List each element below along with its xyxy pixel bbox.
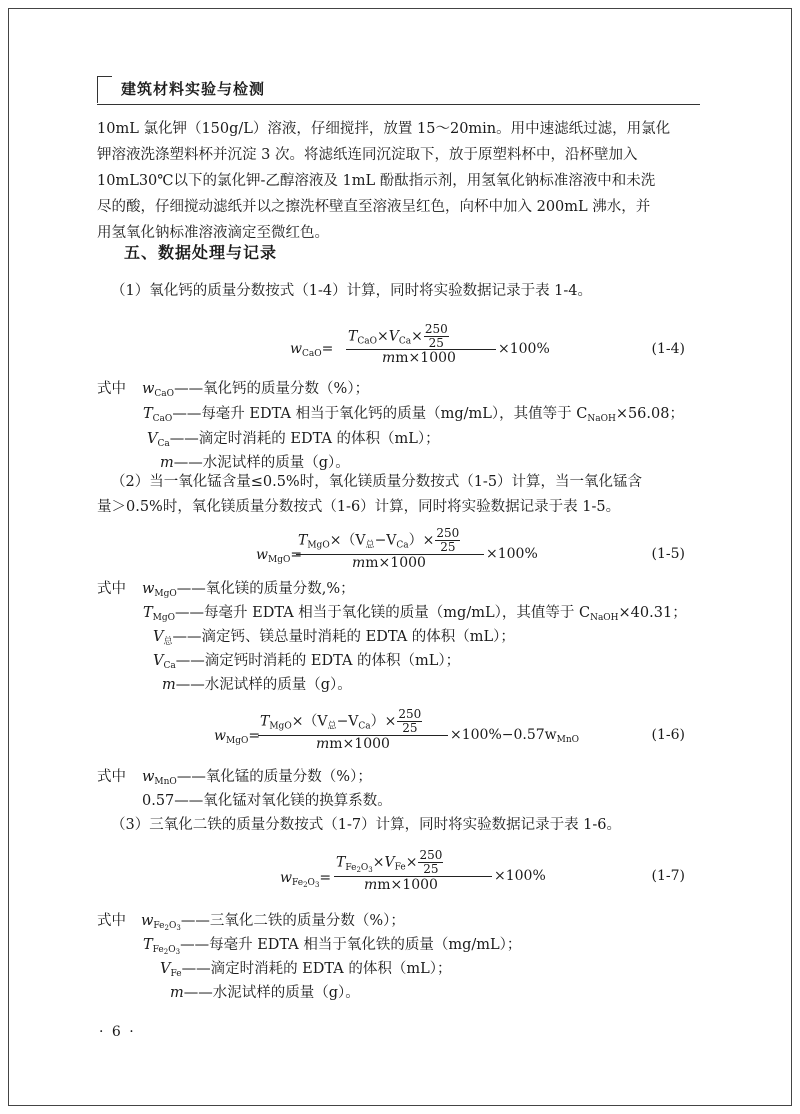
item-2-line: （2）当一氧化锰含量≤0.5%时，氧化镁质量分数按式（1-5）计算，当一氧化锰含: [111, 474, 643, 490]
section-heading: 五、数据处理与记录: [124, 243, 278, 262]
defs-lead: 式中: [97, 769, 126, 785]
def-line: $w_{Fe_2O_3}——$三氧化二铁的质量分数（%）；: [141, 913, 405, 932]
formula-denominator: mm×1000: [382, 350, 456, 366]
equation-number: (1-4): [651, 341, 685, 357]
formula-tail: ×100%: [494, 868, 546, 884]
def-line: $w_{MnO}——$氧化锰的质量分数（%）；: [142, 769, 372, 787]
def-line: 0.57——氧化锰对氧化镁的换算系数。: [142, 793, 392, 809]
formula-1-7: [280, 846, 700, 896]
intro-line: 钾溶液洗涤塑料杯并沉淀 3 次。将滤纸连同沉淀取下，放于原塑料杯中，沿杯壁加入: [97, 147, 638, 163]
def-line: $V_{Ca}——$滴定时消耗的 EDTA 的体积（mL）；: [147, 431, 440, 449]
formula-denominator: mm×1000: [352, 555, 426, 571]
formula-denominator: mm×1000: [316, 736, 390, 752]
formula-numerator: $T_{Fe_2O_3}\times V_{Fe}\times$ $\frac{250}{25}$: [336, 848, 443, 876]
def-line: $w_{MgO}——$氧化镁的质量分数,%；: [142, 581, 355, 599]
equation-number: (1-5): [651, 546, 685, 562]
formula-tail: ×100%: [498, 341, 550, 357]
item-3-text: （3）三氧化二铁的质量分数按式（1-7）计算，同时将实验数据记录于表 1-6。: [111, 817, 622, 833]
formula-1-5: [256, 525, 696, 575]
def-line: m——水泥试样的质量（g）。: [170, 985, 360, 1001]
def-line: $V_{Fe}——$滴定时消耗的 EDTA 的体积（mL）；: [160, 961, 452, 979]
intro-line: 用氢氧化钠标准溶液滴定至微红色。: [97, 225, 329, 241]
def-line: $w_{CaO}——$氧化钙的质量分数（%）；: [142, 381, 370, 399]
formula-lhs: $w_{Fe_2O_3}=$: [280, 870, 332, 889]
intro-line: 10mL 氯化钾（150g/L）溶液，仔细搅拌，放置 15～20min。用中速滤纸过滤，用氯化: [97, 121, 671, 137]
formula-numerator: $T_{CaO}\times V_{Ca}\times$ $\frac{250}{25}$: [348, 322, 448, 350]
formula-lhs: $w_{MgO}=$: [214, 728, 261, 746]
item-1-text: （1）氧化钙的质量分数按式（1-4）计算，同时将实验数据记录于表 1-4。: [111, 283, 593, 299]
formula-denominator: mm×1000: [364, 877, 438, 893]
formula-numerator: $T_{MgO}\times(V_总-V_{Ca})\times$ $\frac{250}{25}$: [260, 707, 422, 735]
equation-number: (1-7): [651, 868, 685, 884]
def-line: $T_{CaO}——$每毫升 EDTA 相当于氧化钙的质量（mg/mL），其值等于 $C_{NaOH}\times 56.08$；: [143, 406, 684, 424]
formula-tail: ×100%: [486, 546, 538, 562]
defs-lead: 式中: [97, 913, 126, 929]
item-2-line: 量＞0.5%时，氧化镁质量分数按式（1-6）计算，同时将实验数据记录于表 1-5。: [97, 499, 621, 515]
def-line: $V_总——$滴定钙、镁总量时消耗的 EDTA 的体积（mL）；: [153, 629, 515, 647]
page-number: · 6 ·: [99, 1024, 136, 1040]
formula-lhs: $w_{MgO}=$: [256, 547, 303, 565]
defs-lead: 式中: [97, 381, 126, 397]
running-header-title: 建筑材料实验与检测: [121, 80, 266, 98]
intro-paragraph: [97, 116, 700, 246]
formula-tail: $\times 100\%-0.57w_{MnO}$: [450, 727, 580, 745]
def-line: m——水泥试样的质量（g）。: [160, 455, 350, 471]
header-corner-mark: [97, 76, 112, 103]
def-line: $V_{Ca}——$滴定钙时消耗的 EDTA 的体积（mL）；: [153, 653, 461, 671]
formula-1-6: [214, 706, 694, 756]
formula-numerator: $T_{MgO}\times(V_总-V_{Ca})\times$ $\frac{250}{25}$: [298, 526, 460, 554]
header-rule: [97, 104, 700, 105]
formula-1-4: [290, 318, 710, 368]
def-line: m——水泥试样的质量（g）。: [162, 677, 352, 693]
intro-line: 10mL30℃以下的氯化钾-乙醇溶液及 1mL 酚酞指示剂，用氢氧化钠标准溶液中和未洗: [97, 173, 656, 189]
formula-lhs: $w_{CaO}=$: [290, 341, 334, 359]
intro-line: 尽的酸，仔细搅动滤纸并以之擦洗杯壁直至溶液呈红色，向杯中加入 200mL 沸水，并: [97, 199, 651, 215]
defs-lead: 式中: [97, 581, 126, 597]
def-line: $T_{MgO}——$每毫升 EDTA 相当于氧化镁的质量（mg/mL），其值等于 $C_{NaOH}\times 40.31$；: [143, 605, 687, 623]
equation-number: (1-6): [651, 727, 685, 743]
def-line: $T_{Fe_2O_3}——$每毫升 EDTA 相当于氧化铁的质量（mg/mL）；: [143, 937, 522, 956]
